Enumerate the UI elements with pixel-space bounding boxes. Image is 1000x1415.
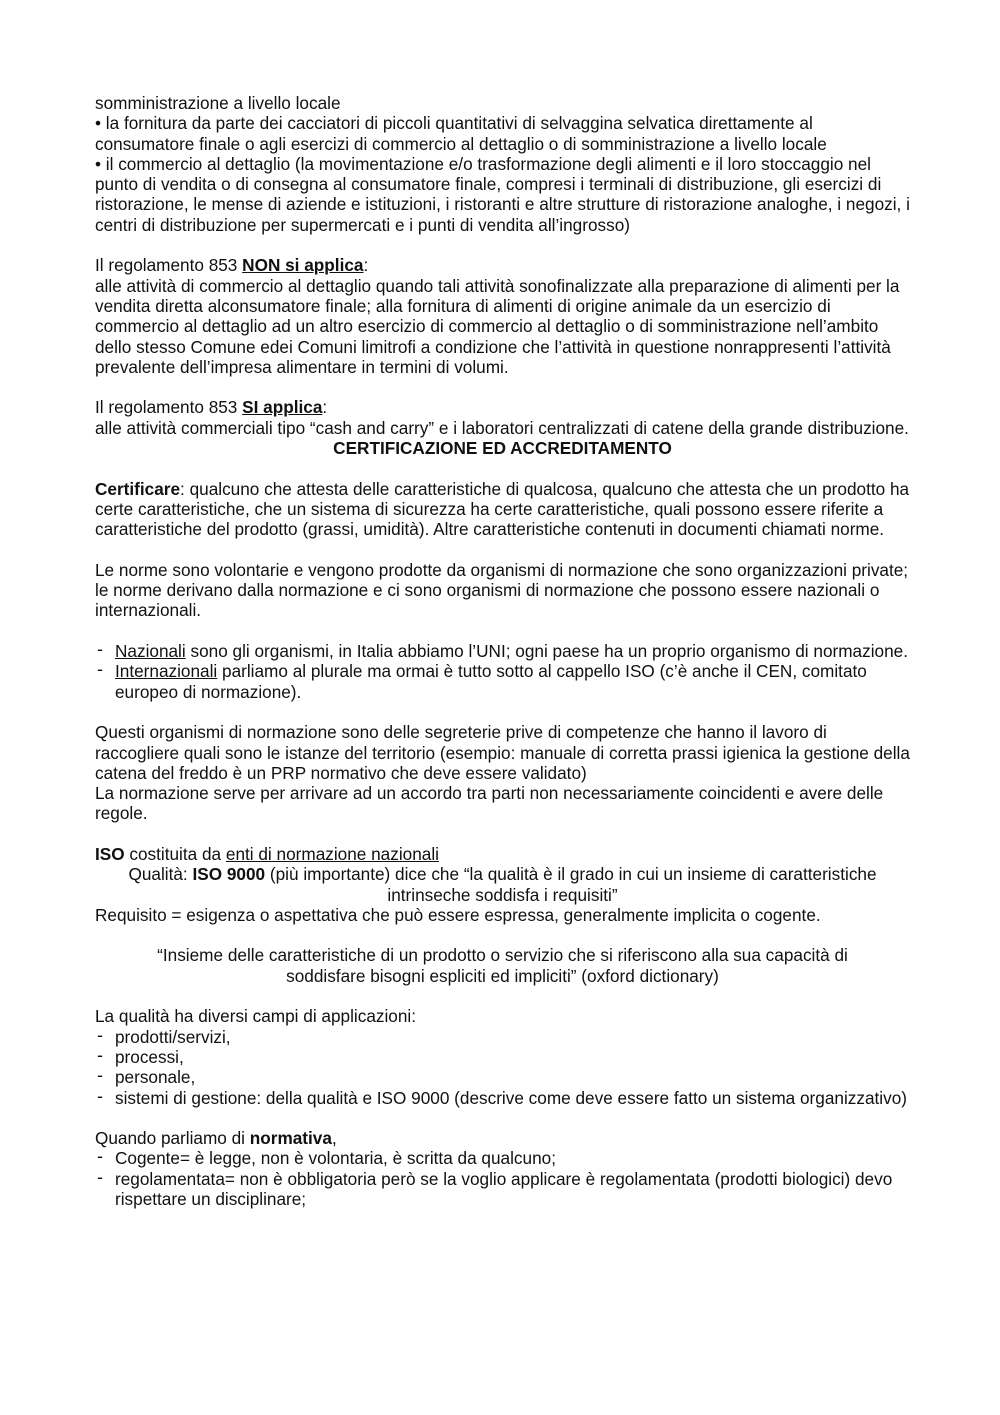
list-item: - Internazionali parliamo al plurale ma ormai è tutto sotto al cappello ISO (c’è anche il CEN, comitato europeo di normazione).	[95, 661, 910, 702]
paragraph-locale: somministrazione a livello locale	[95, 93, 341, 113]
non-si-applica-body: alle attività di commercio al dettaglio quando tali attività sonofinalizzate alla preparazione di alimenti per la vendita diretta alconsumatore finale; alla fornitura di alimenti di origine animale da un esercizio di commercio al dettaglio ad un altro esercizio di commercio al dettaglio o di somministrazione nell’ambito dello stesso Comune edei Comuni limitrofi a condizione che l’attività in questione nonrappresenti l’attività prevalente dell’impresa alimentare in termini di volumi.	[95, 275, 900, 377]
organismi-list	[95, 641, 910, 702]
list-item: - regolamentata= non è obbligatoria però se la voglio applicare è regolamentata (prodotti biologici) devo rispettare un disciplinare;	[95, 1169, 910, 1210]
norme-paragraph: Le norme sono volontarie e vengono prodotte da organismi di normazione che sono organizzazioni private; le norme derivano dalla normazione e ci sono organismi di normazione che possono essere nazionali o internazionali.	[95, 559, 909, 621]
accordo-paragraph: La normazione serve per arrivare ad un accordo tra parti non necessariamente coincidenti e avere delle regole.	[95, 783, 884, 824]
non-si-applica-emphasis: NON si applica	[242, 255, 364, 276]
list-item: - Cogente= è legge, non è volontaria, è scritta da qualcuno;	[95, 1148, 910, 1168]
list-item: - Nazionali sono gli organismi, in Italia abbiamo l’UNI; ogni paese ha un proprio organismo di normazione.	[95, 641, 910, 661]
certificare-paragraph: Certificare: qualcuno che attesta delle caratteristiche di qualcosa, qualcuno che attesta che un prodotto ha certe caratteristiche, che un sistema di sicurezza ha certe caratteristiche, quali possono essere riferite a caratteristiche del prodotto (grassi, umidità). Altre caratteristiche contenuti in documenti chiamati norme.	[95, 478, 910, 540]
document-page	[95, 93, 910, 1209]
si-applica-body: alle attività commerciali tipo “cash and carry” e i laboratori centralizzati di catene della grande distribuzione.	[95, 417, 909, 438]
normativa-intro: Quando parliamo di normativa,	[95, 1128, 337, 1149]
enti-normazione-link: enti di normazione nazionali	[225, 843, 439, 864]
normativa-list	[95, 1148, 910, 1209]
list-item: - processi,	[95, 1047, 910, 1067]
si-applica-title: Il regolamento 853 SI applica:	[95, 397, 328, 418]
si-applica-emphasis: SI applica	[242, 397, 323, 418]
section-heading: CERTIFICAZIONE ED ACCREDITAMENTO	[333, 438, 672, 459]
campi-list	[95, 1027, 910, 1108]
certificare-term: Certificare	[95, 478, 181, 499]
qualita-definition: Qualità: ISO 9000 (più importante) dice che “la qualità è il grado in cui un insieme di caratteristiche intrinseche soddisfa i requisiti”	[128, 864, 877, 905]
list-item: - sistemi di gestione: della qualità e ISO 9000 (descrive come deve essere fatto un sistema organizzativo)	[95, 1088, 910, 1108]
non-si-applica-title: Il regolamento 853 NON si applica:	[95, 255, 369, 276]
list-item: - prodotti/servizi,	[95, 1027, 910, 1047]
paragraph-cacciatori: • la fornitura da parte dei cacciatori di piccoli quantitativi di selvaggina selvatica direttamente al consumatore finale o agli esercizi di commercio al dettaglio o di somministrazione a livello locale	[95, 113, 827, 154]
iso-line: ISO costituita da enti di normazione nazionali	[95, 843, 439, 864]
list-item: - personale,	[95, 1067, 910, 1087]
paragraph-commercio-dettaglio: • il commercio al dettaglio (la movimentazione e/o trasformazione degli alimenti e il loro stoccaggio nel punto di vendita o di consegna al consumatore finale, compresi i terminali di distribuzione, gli esercizi di ristorazione, le mense di aziende e istituzioni, i ristoranti e altre strutture di ristorazione analoghe, i negozi, i centri di distribuzione per supermercati e i punti di vendita all’ingrosso)	[95, 153, 910, 235]
oxford-quote: “Insieme delle caratteristiche di un prodotto o servizio che si riferiscono alla sua capacità di soddisfare bisogni espliciti ed impliciti” (oxford dictionary)	[157, 945, 848, 986]
segreterie-paragraph: Questi organismi di normazione sono delle segreterie prive di competenze che hanno il lavoro di raccogliere quali sono le istanze del territorio (esempio: manuale di corretta prassi igienica la gestione della catena del freddo è un PRP normativo che deve essere validato)	[95, 722, 910, 783]
requisito-paragraph: Requisito = esigenza o aspettativa che può essere espressa, generalmente implicita o cogente.	[95, 904, 821, 925]
campi-intro: La qualità ha diversi campi di applicazioni:	[95, 1006, 417, 1027]
